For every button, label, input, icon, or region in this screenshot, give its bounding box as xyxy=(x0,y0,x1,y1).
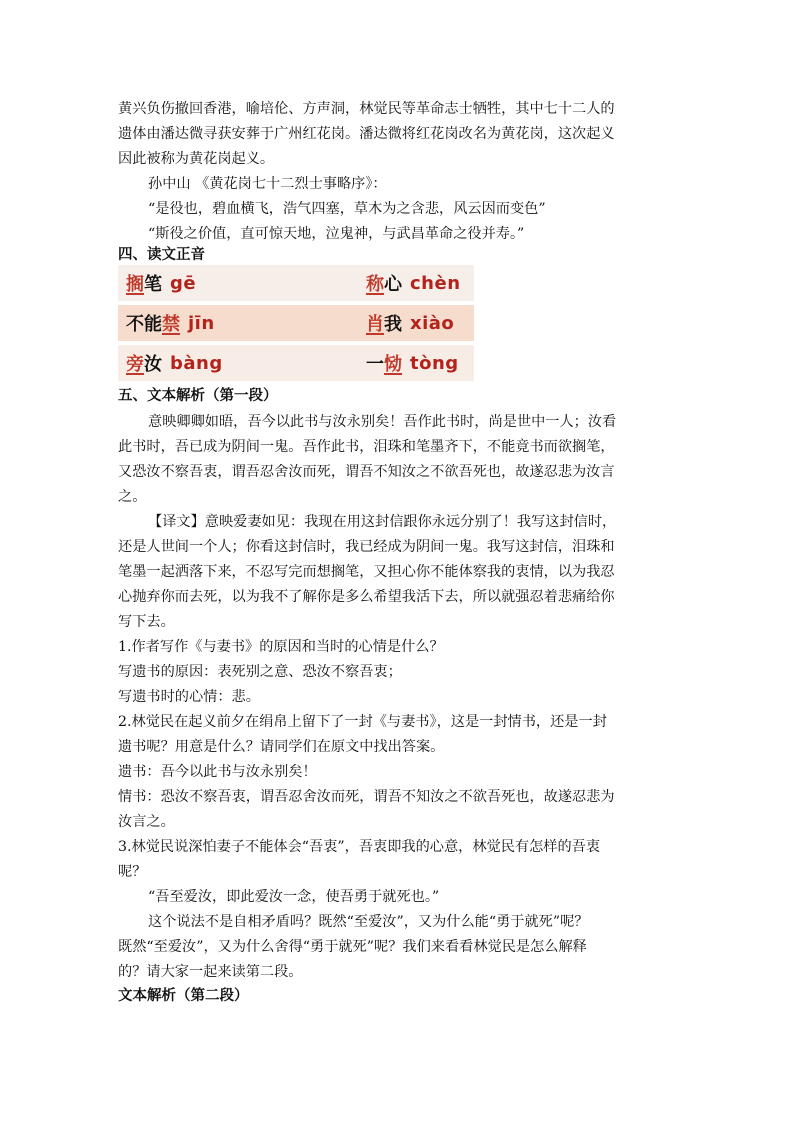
pinyin-row xyxy=(118,305,474,341)
highlighted-char: 搁 xyxy=(126,274,144,295)
section-5-heading: 五、文本解析（第一段） xyxy=(118,388,278,404)
word-prefix: 不能 xyxy=(126,314,162,335)
question-3-line-1: 3.林觉民说深怕妻子不能体会“吾衷”，吾衷即我的心意，林觉民有怎样的吾衷 xyxy=(118,839,601,855)
highlighted-char: 肖 xyxy=(366,314,384,335)
question-2-answer-2-line-1: 情书：恐汝不察吾衷，谓吾忍舍汝而死，谓吾不知汝之不欲吾死也，故遂忍悲为 xyxy=(118,789,615,805)
highlighted-char: 旁 xyxy=(126,354,144,375)
question-1-answer-2: 写遗书时的心情：悲。 xyxy=(118,689,260,705)
translation-line-1: 【译文】意映爱妻如见：我现在用这封信跟你永远分别了！我写这封信时， xyxy=(148,514,617,530)
translation-line-4: 心抛弃你而去死，以为我不了解你是多么希望我活下去，所以就强忍着悲痛给你 xyxy=(118,589,615,605)
section-6-heading: 文本解析（第二段） xyxy=(118,988,249,1004)
question-1-answer-1: 写遗书的原因：表死别之意、恐汝不察吾衷； xyxy=(118,664,402,680)
pinyin: jīn xyxy=(188,312,215,334)
pinyin-item xyxy=(126,305,215,341)
highlighted-char: 恸 xyxy=(384,354,402,375)
translation-line-5: 写下去。 xyxy=(118,614,175,630)
highlighted-char: 称 xyxy=(366,274,384,295)
question-3-line-2: 呢？ xyxy=(118,864,147,880)
quote-1: “是役也，碧血横飞，浩气四塞，草木为之含悲，风云因而变色” xyxy=(148,201,546,217)
quote-2: “斯役之价值，直可惊天地，泣鬼神，与武昌革命之役并寿。” xyxy=(148,226,525,242)
question-2-line-1: 2.林觉民在起义前夕在绢帛上留下了一封《与妻书》，这是一封情书，还是一封 xyxy=(118,714,607,730)
pinyin: chèn xyxy=(410,272,461,294)
word-suffix: 我 xyxy=(384,314,402,335)
pinyin: gē xyxy=(170,272,197,294)
question-3-quote: “吾至爱汝，即此爱汝一念，使吾勇于就死也。” xyxy=(148,889,440,905)
pinyin-row xyxy=(118,345,474,381)
pinyin-item xyxy=(366,345,459,381)
highlighted-char: 禁 xyxy=(162,314,180,335)
word-suffix: 汝 xyxy=(144,354,162,375)
question-2-answer-2-line-2: 汝言之。 xyxy=(118,814,175,830)
pinyin-item xyxy=(366,265,461,301)
original-line-4: 之。 xyxy=(118,489,147,505)
pinyin-table xyxy=(118,265,474,381)
question-1: 1.作者写作《与妻书》的原因和当时的心情是什么？ xyxy=(118,639,444,655)
original-line-1: 意映卿卿如晤，吾今以此书与汝永别矣！吾作此书时，尚是世中一人；汝看 xyxy=(148,414,617,430)
question-2-line-2: 遗书呢？用意是什么？请同学们在原文中找出答案。 xyxy=(118,739,445,755)
original-line-2: 此书时，吾已成为阴间一鬼。吾作此书，泪珠和笔墨齐下，不能竟书而欲搁笔， xyxy=(118,439,615,455)
question-2-answer-1: 遗书：吾今以此书与汝永别矣！ xyxy=(118,764,317,780)
original-line-3: 又恐汝不察吾衷，谓吾忍舍汝而死，谓吾不知汝之不欲吾死也，故遂忍悲为汝言 xyxy=(118,464,615,480)
pinyin: tòng xyxy=(410,352,459,374)
pinyin-row xyxy=(118,265,474,301)
pinyin: bàng xyxy=(170,352,223,374)
intro-line-3: 因此被称为黄花岗起义。 xyxy=(118,151,275,167)
word-suffix: 心 xyxy=(384,274,402,295)
intro-line-1: 黄兴负伤撤回香港，喻培伦、方声洞，林觉民等革命志士牺牲，其中七十二人的 xyxy=(118,101,615,117)
translation-line-2: 还是人世间一个人；你看这封信时，我已经成为阴间一鬼。我写这封信，泪珠和 xyxy=(118,539,615,555)
pinyin-item xyxy=(126,265,196,301)
pinyin-item xyxy=(126,345,223,381)
pinyin: xiào xyxy=(410,312,455,334)
section-4-heading: 四、读文正音 xyxy=(118,247,205,263)
discussion-line-2: 既然“至爱汝”，又为什么舍得“勇于就死”呢？我们来看看林觉民是怎么解释 xyxy=(118,939,587,955)
translation-line-3: 笔墨一起洒落下来，不忍写完而想搁笔，又担心你不能体察我的衷情，以为我忍 xyxy=(118,564,615,580)
word-prefix: 一 xyxy=(366,354,384,375)
pinyin-item xyxy=(366,305,454,341)
source-line: 孙中山 《黄花岗七十二烈士事略序》： xyxy=(148,176,387,192)
discussion-line-1: 这个说法不是自相矛盾吗？既然“至爱汝”，又为什么能“勇于就死”呢？ xyxy=(148,914,589,930)
discussion-line-3: 的？请大家一起来读第二段。 xyxy=(118,964,303,980)
word-suffix: 笔 xyxy=(144,274,162,295)
intro-line-2: 遗体由潘达微寻获安葬于广州红花岗。潘达微将红花岗改名为黄花岗，这次起义 xyxy=(118,126,615,142)
